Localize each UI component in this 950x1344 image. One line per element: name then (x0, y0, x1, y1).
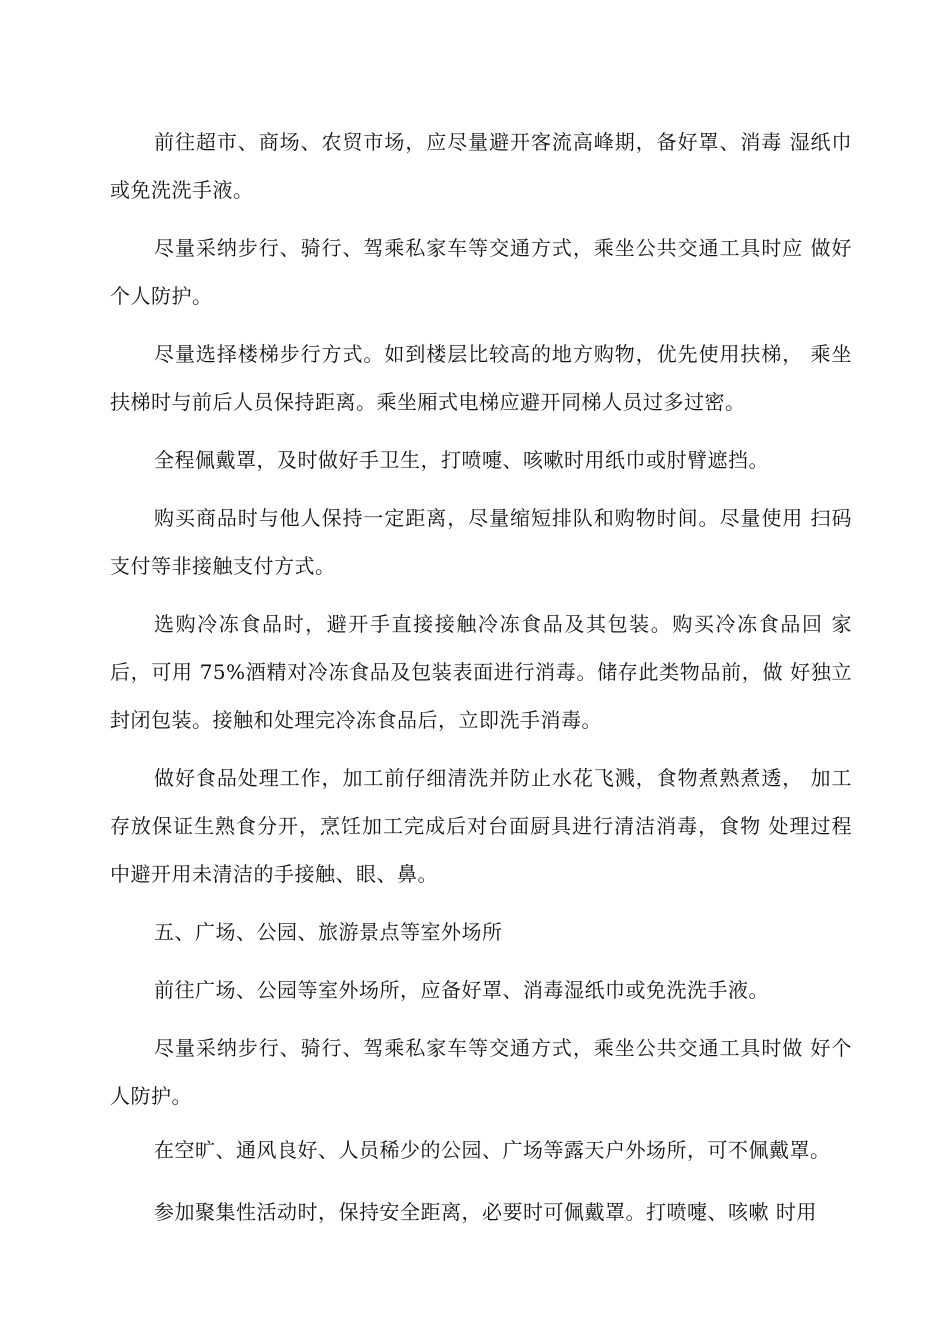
paragraph-stairs-escalator: 尽量选择楼梯步行方式。如到楼层比较高的地方购物，优先使用扶梯， 乘坐扶梯时与前后人员保持距离。乘坐厢式电梯应避开同梯人员过多过密。 (110, 342, 852, 414)
paragraph-frozen-food: 选购冷冻食品时，避开手直接接触冷冻食品及其包装。购买冷冻食品回 家后，可用 75%酒精对冷冻食品及包装表面进行消毒。储存此类物品前，做 好独立封闭包装。接触和处理完冷冻食品后，立即洗手消毒。 (110, 612, 852, 732)
paragraph-supermarket-prep: 前往超市、商场、农贸市场，应尽量避开客流高峰期，备好罩、消毒 湿纸巾或免洗洗手液。 (110, 130, 852, 202)
paragraph-outdoor-prep: 前往广场、公园等室外场所，应备好罩、消毒湿纸巾或免洗洗手液。 (154, 978, 769, 1002)
section-heading-outdoor-places: 五、广场、公园、旅游景点等室外场所 (154, 920, 503, 944)
paragraph-transport-choice: 尽量采纳步行、骑行、驾乘私家车等交通方式，乘坐公共交通工具时应 做好个人防护。 (110, 236, 852, 308)
paragraph-outdoor-transport: 尽量采纳步行、骑行、驾乘私家车等交通方式，乘坐公共交通工具时做 好个人防护。 (110, 1036, 852, 1108)
paragraph-food-handling: 做好食品处理工作，加工前仔细清洗并防止水花飞溅，食物煮熟煮透， 加工存放保证生熟食分开，烹饪加工完成后对台面厨具进行清洁消毒，食物 处理过程中避开用未清洁的手接触、眼、鼻。 (110, 766, 852, 886)
paragraph-mask-hygiene: 全程佩戴罩，及时做好手卫生，打喷嚏、咳嗽时用纸巾或肘臂遮挡。 (154, 448, 769, 472)
paragraph-gathering-activities: 参加聚集性活动时，保持安全距离，必要时可佩戴罩。打喷嚏、咳嗽 时用 (154, 1200, 817, 1224)
paragraph-open-air-mask: 在空旷、通风良好、人员稀少的公园、广场等露天户外场所，可不佩戴罩。 (154, 1138, 831, 1162)
paragraph-shopping-distance: 购买商品时与他人保持一定距离，尽量缩短排队和购物时间。尽量使用 扫码支付等非接触支付方式。 (110, 506, 852, 578)
